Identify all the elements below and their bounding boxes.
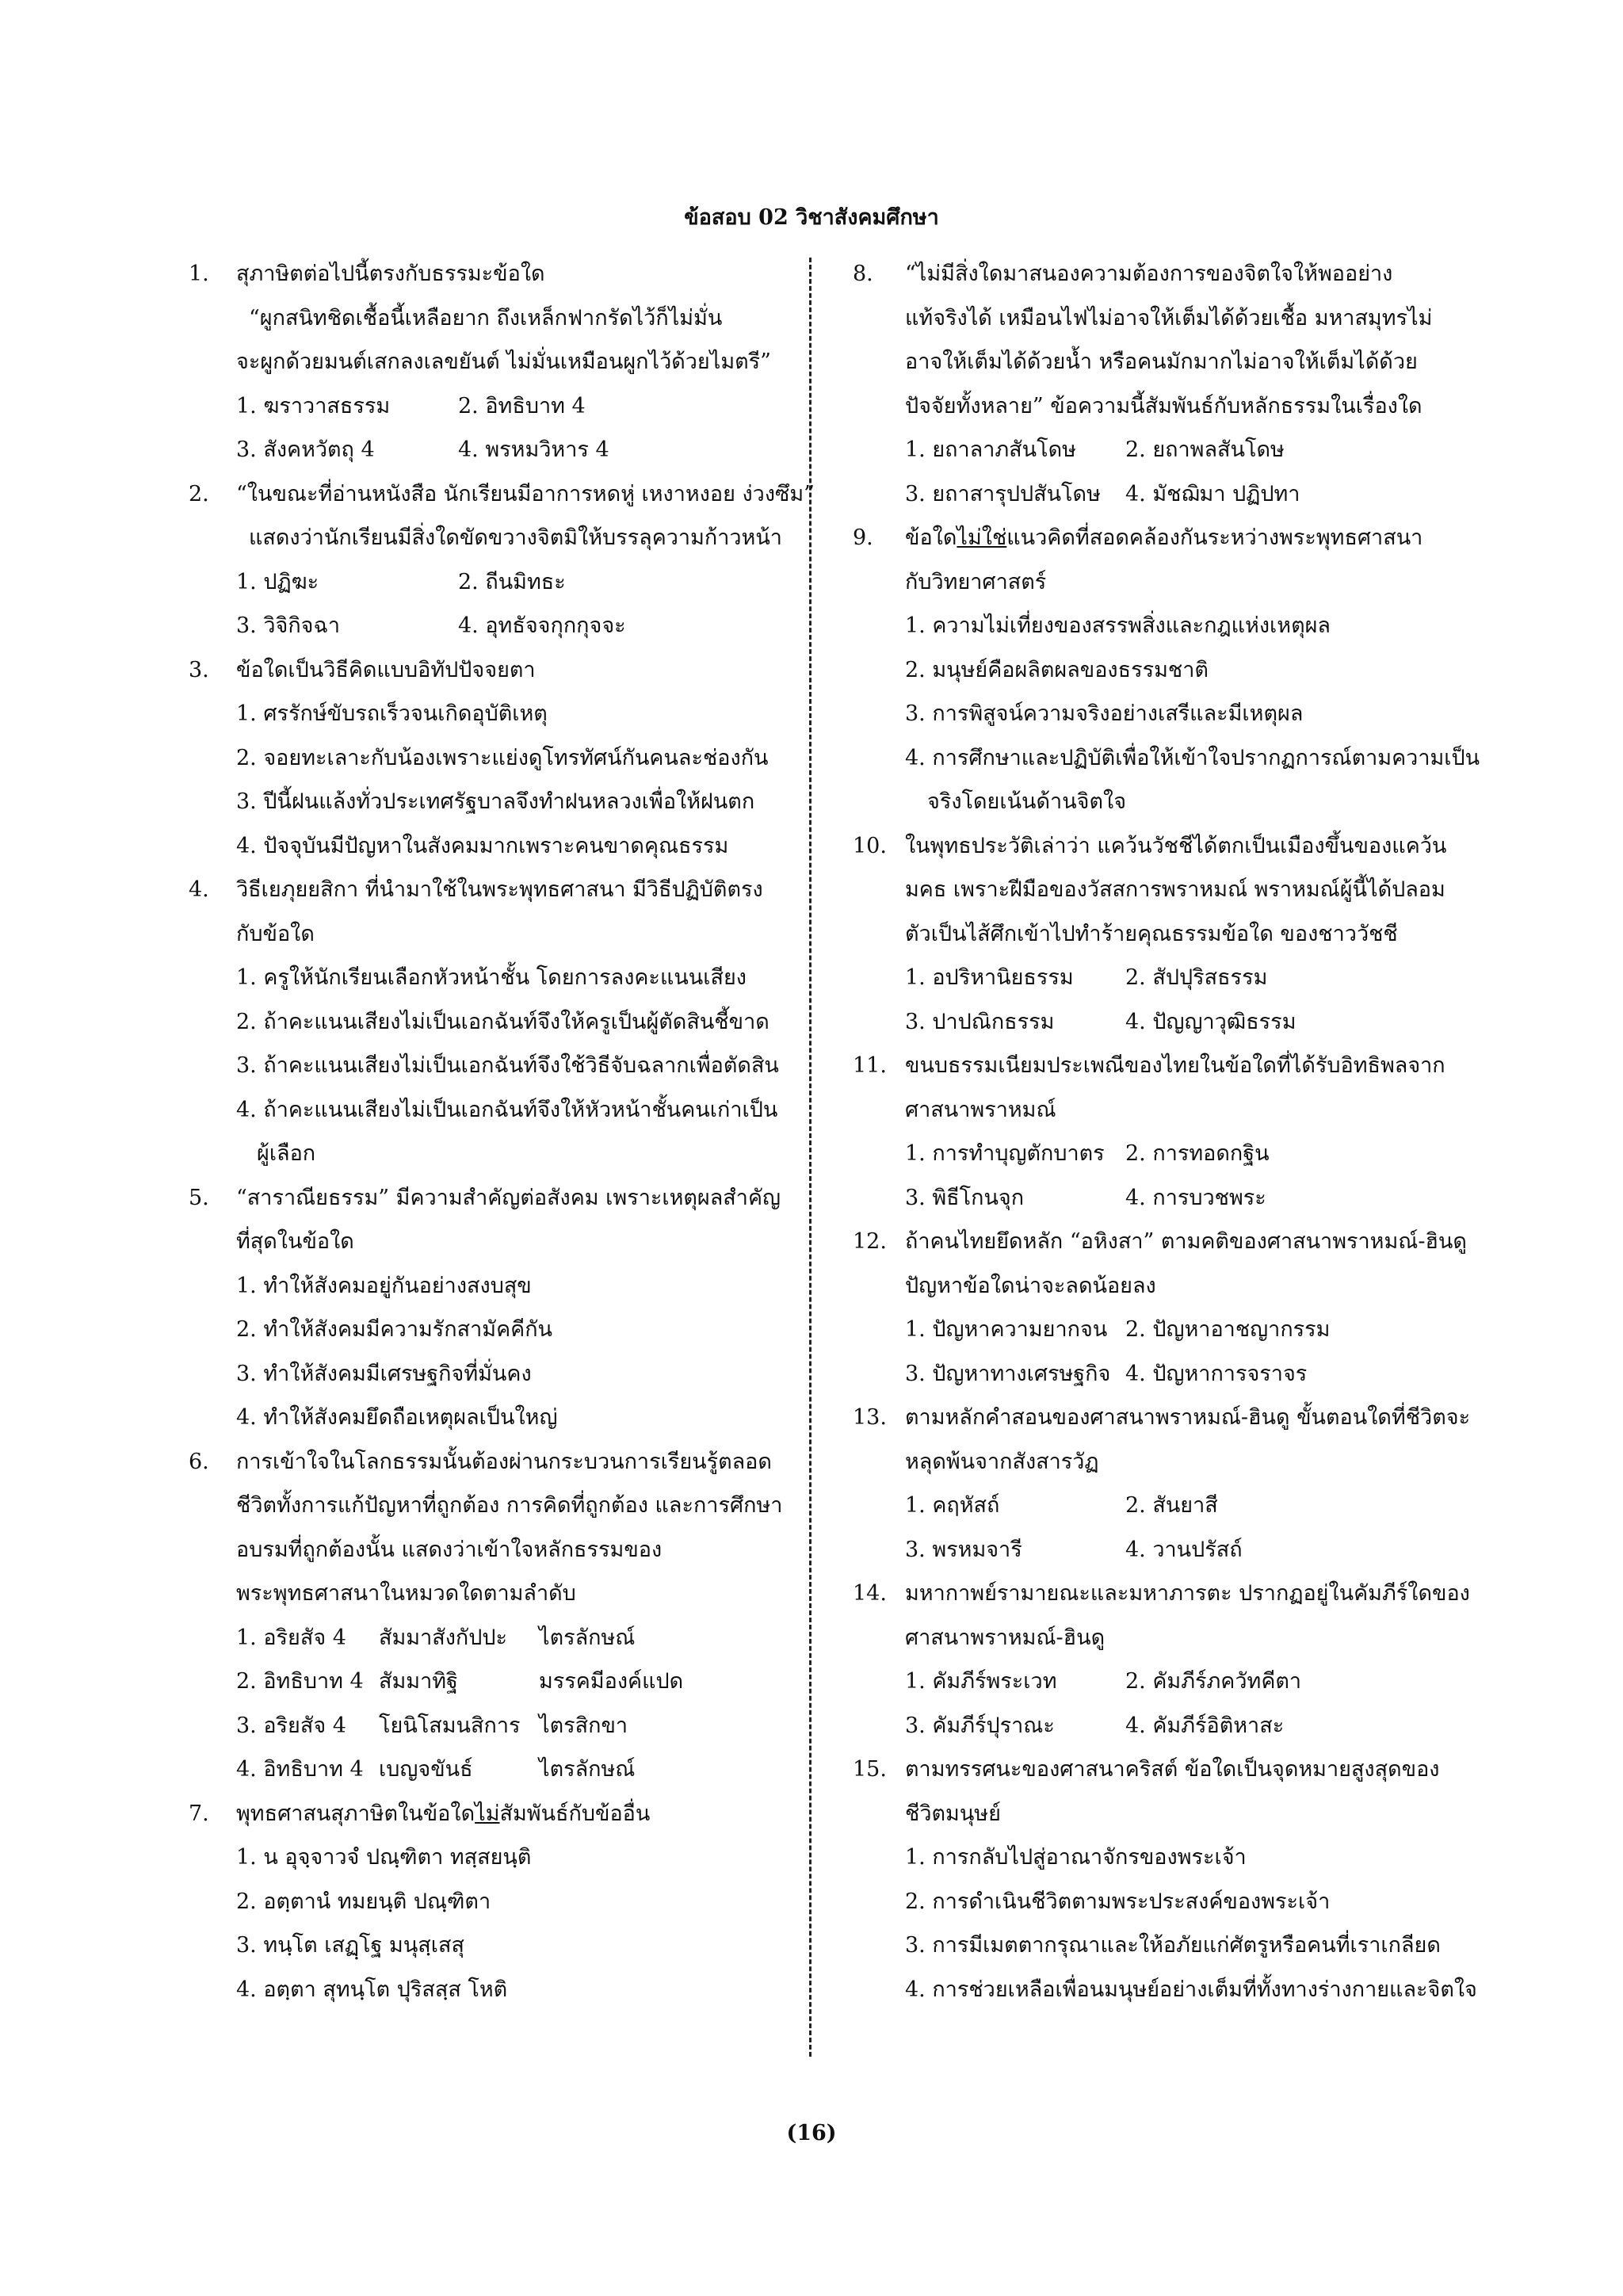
- question-text-cont: พระพุทธศาสนาในหมวดใดตามลำดับ: [236, 1581, 576, 1606]
- choice-3[interactable]: 3. พิธีโกนจุก: [905, 1185, 1025, 1210]
- question-14: [853, 1572, 1470, 1748]
- choice-3[interactable]: 3. วิจิกิจฉา: [236, 613, 341, 638]
- quote-line: จะผูกด้วยมนต์เสกลงเลขยันต์ ไม่มั่นเหมือนผูกไว้ด้วยไมตรี”: [236, 350, 771, 374]
- choice-4[interactable]: 4. ปัญหาการจราจร: [1125, 1361, 1308, 1386]
- choice-4[interactable]: 4. พรหมวิหาร 4: [458, 437, 609, 462]
- question-text: ในพุทธประวัติเล่าว่า แคว้นวัชชีได้ตกเป็นเมืองขึ้นของแคว้น: [905, 833, 1447, 858]
- question-text: ถ้าคนไทยยึดหลัก “อหิงสา” ตามคติของศาสนาพราหมณ์-ฮินดู: [905, 1229, 1467, 1254]
- choice-3[interactable]: [236, 1704, 791, 1748]
- question-text-cont: ชีวิตมนุษย์: [905, 1801, 1001, 1826]
- underlined-word: ไม่ใช่: [957, 525, 1007, 550]
- question-number: 1.: [189, 262, 209, 286]
- page-number: (16): [786, 2121, 837, 2145]
- question-text-cont: หลุดพ้นจากสังสารวัฏ: [905, 1449, 1099, 1474]
- choice-1[interactable]: 1. อปริหานิยธรรม: [905, 965, 1074, 990]
- choice-4-cont: จริงโดยเน้นด้านจิตใจ: [927, 789, 1127, 814]
- choice-4[interactable]: 4. ปัจจุบันมีปัญหาในสังคมมากเพราะคนขาดคุณธรรม: [236, 833, 729, 858]
- choice-4[interactable]: 4. คัมภีร์อิติหาสะ: [1125, 1713, 1285, 1738]
- question-9: [853, 516, 1480, 824]
- choice-label: 2. อิทธิบาท 4: [236, 1669, 364, 1694]
- question-text-cont: ชีวิตทั้งการแก้ปัญหาที่ถูกต้อง การคิดที่ถูกต้อง และการศึกษา: [236, 1493, 783, 1518]
- question-text-part: แนวคิดที่สอดคล้องกันระหว่างพระพุทธศาสนา: [1006, 525, 1423, 550]
- question-text: [905, 525, 1423, 550]
- question-text-cont: มคธ เพราะฝีมือของวัสสการพราหมณ์ พราหมณ์ผู้นี้ได้ปลอม: [905, 877, 1445, 902]
- question-text-part: ข้อใด: [905, 525, 957, 550]
- choice-1[interactable]: 1. ฆราวาสธรรม: [236, 393, 391, 418]
- choice-4-cont: ผู้เลือก: [257, 1141, 316, 1166]
- column-divider: [809, 258, 812, 2057]
- choice-2[interactable]: 2. อตฺตานํ ทมยนฺติ ปณฺฑิตา: [236, 1889, 491, 1914]
- choice-part: สัมมาทิฐิ: [379, 1669, 458, 1694]
- choice-4[interactable]: 4. ทำให้สังคมยึดถือเหตุผลเป็นใหญ่: [236, 1405, 558, 1430]
- choice-part: ไตรลักษณ์: [539, 1625, 636, 1650]
- choice-2[interactable]: 2. ทำให้สังคมมีความรักสามัคคีกัน: [236, 1317, 553, 1342]
- question-text-cont: อาจให้เต็มได้ด้วยน้ำ หรือคนมักมากไม่อาจให้เต็มได้ด้วย: [905, 350, 1418, 374]
- question-number: 8.: [853, 262, 873, 286]
- choice-1[interactable]: 1. คัมภีร์พระเวท: [905, 1669, 1057, 1694]
- question-text: ตามทรรศนะของศาสนาคริสต์ ข้อใดเป็นจุดหมายสูงสุดของ: [905, 1757, 1440, 1782]
- choice-3[interactable]: 3. ทำให้สังคมมีเศรษฐกิจที่มั่นคง: [236, 1361, 532, 1386]
- quote-line: “ผูกสนิทชิดเชื้อนี้เหลือยาก ถึงเหล็กฟากรัดไว้ก็ไม่มั่น: [249, 305, 723, 330]
- choice-part: เบญจขันธ์: [379, 1757, 473, 1782]
- choice-1[interactable]: 1. ความไม่เที่ยงของสรรพสิ่งและกฎแห่งเหตุผล: [905, 613, 1331, 638]
- question-text-cont: ศาสนาพราหมณ์: [905, 1097, 1056, 1122]
- choice-part: ไตรสิกขา: [539, 1713, 628, 1738]
- choice-4[interactable]: 4. การศึกษาและปฏิบัติเพื่อให้เข้าใจปรากฏการณ์ตามความเป็น: [905, 745, 1480, 770]
- exam-title: ข้อสอบ 02 วิชาสังคมศึกษา: [684, 205, 939, 230]
- choice-part: มรรคมีองค์แปด: [539, 1669, 684, 1694]
- choice-1[interactable]: 1. การทำบุญตักบาตร: [905, 1141, 1105, 1166]
- question-text: มหากาพย์รามายณะและมหาภารตะ ปรากฏอยู่ในคัมภีร์ใดของ: [905, 1581, 1470, 1606]
- choice-1[interactable]: 1. ศรรักษ์ขับรถเร็วจนเกิดอุบัติเหตุ: [236, 701, 548, 726]
- question-6: [189, 1440, 791, 1792]
- question-number: 6.: [189, 1449, 209, 1474]
- choice-2[interactable]: 2. คัมภีร์ภควัทคีตา: [1125, 1669, 1302, 1694]
- choice-4[interactable]: 4. การบวชพระ: [1125, 1185, 1266, 1210]
- choice-3[interactable]: 3. ถ้าคะแนนเสียงไม่เป็นเอกฉันท์จึงใช้วิธีจับฉลากเพื่อตัดสิน: [236, 1053, 779, 1078]
- question-number: 4.: [189, 877, 209, 902]
- question-number: 13.: [853, 1405, 887, 1430]
- question-8: [853, 252, 1460, 516]
- question-text-part: พุทธศาสนสุภาษิตในข้อใด: [236, 1801, 475, 1826]
- question-text: ขนบธรรมเนียมประเพณีของไทยในข้อใดที่ได้รับอิทธิพลจาก: [905, 1053, 1445, 1078]
- question-text: “สาราณียธรรม” มีความสำคัญต่อสังคม เพราะเหตุผลสำคัญ: [236, 1185, 781, 1210]
- choice-4[interactable]: 4. อุทธัจจกุกกุจจะ: [458, 613, 626, 638]
- question-text-cont: อบรมที่ถูกต้องนั้น แสดงว่าเข้าใจหลักธรรมของ: [236, 1537, 663, 1562]
- choice-2[interactable]: 2. สัปปุริสธรรม: [1125, 965, 1268, 990]
- choice-2[interactable]: [236, 1660, 791, 1704]
- choice-3[interactable]: 3. การพิสูจน์ความจริงอย่างเสรีและมีเหตุผล: [905, 701, 1304, 726]
- question-text: วิธีเยภุยยสิกา ที่นำมาใช้ในพระพุทธศาสนา มีวิธีปฏิบัติตรง: [236, 877, 763, 902]
- question-number: 11.: [853, 1053, 887, 1078]
- question-text: ข้อใดเป็นวิธีคิดแบบอิทัปปัจจยตา: [236, 657, 536, 682]
- choice-3[interactable]: 3. ปัญหาทางเศรษฐกิจ: [905, 1361, 1111, 1386]
- question-3: [189, 648, 791, 869]
- choice-label: 4. อิทธิบาท 4: [236, 1757, 364, 1782]
- choice-1[interactable]: 1. คฤหัสถ์: [905, 1493, 1000, 1518]
- choice-4[interactable]: 4. อตฺตา สุทนฺโต ปุริสสฺส โหติ: [236, 1977, 508, 2002]
- choice-2[interactable]: 2. จอยทะเลาะกับน้องเพราะแย่งดูโทรทัศน์กันคนละช่องกัน: [236, 745, 769, 770]
- question-7: [189, 1792, 791, 2012]
- choice-part: สัมมาสังกัปปะ: [379, 1625, 508, 1650]
- choice-1[interactable]: 1. น อุจฺจาวจํ ปณฺฑิตา ทสฺสยนฺติ: [236, 1845, 532, 1870]
- choice-1[interactable]: 1. ทำให้สังคมอยู่กันอย่างสงบสุข: [236, 1273, 532, 1298]
- choice-label: 1. อริยสัจ 4: [236, 1625, 346, 1650]
- question-text: สุภาษิตต่อไปนี้ตรงกับธรรมะข้อใด: [236, 262, 545, 286]
- choice-3[interactable]: 3. สังคหวัตถุ 4: [236, 437, 375, 462]
- choice-1[interactable]: 1. ปัญหาความยากจน: [905, 1317, 1108, 1342]
- question-number: 7.: [189, 1801, 209, 1826]
- choice-2[interactable]: 2. ยถาพลสันโดษ: [1125, 437, 1285, 462]
- question-text: “ในขณะที่อ่านหนังสือ นักเรียนมีอาการหดหู่ เหงาหงอย ง่วงซึม”: [236, 481, 815, 506]
- choice-1[interactable]: 1. การกลับไปสู่อาณาจักรของพระเจ้า: [905, 1845, 1247, 1870]
- choice-part: โยนิโสมนสิการ: [379, 1713, 521, 1738]
- choice-1[interactable]: 1. ยถาลาภสันโดษ: [905, 437, 1076, 462]
- question-number: 5.: [189, 1185, 209, 1210]
- choice-3[interactable]: 3. ปาปณิกธรรม: [905, 1009, 1055, 1034]
- choice-3[interactable]: 3. ยถาสารุปปสันโดษ: [905, 481, 1101, 506]
- question-number: 15.: [853, 1757, 887, 1782]
- choice-1[interactable]: [236, 1616, 791, 1660]
- question-text-cont: ปัญหาข้อใดน่าจะลดน้อยลง: [905, 1273, 1156, 1298]
- choice-3[interactable]: 3. คัมภีร์ปุราณะ: [905, 1713, 1055, 1738]
- choice-4[interactable]: [236, 1748, 791, 1792]
- choice-part: ไตรลักษณ์: [539, 1757, 636, 1782]
- question-number: 3.: [189, 657, 209, 682]
- choice-4[interactable]: 4. มัชฌิมา ปฏิปทา: [1125, 481, 1300, 506]
- choice-3[interactable]: 3. ทนฺโต เสฏฺโฐ มนุสฺเสสุ: [236, 1933, 464, 1958]
- question-number: 10.: [853, 833, 887, 858]
- question-number: 9.: [853, 525, 873, 550]
- choice-1[interactable]: 1. ครูให้นักเรียนเลือกหัวหน้าชั้น โดยการลงคะแนนเสียง: [236, 965, 747, 990]
- question-1: [189, 252, 791, 472]
- question-text: การเข้าใจในโลกธรรมนั้นต้องผ่านกระบวนการเรียนรู้ตลอด: [236, 1449, 772, 1474]
- choice-2[interactable]: 2. ถ้าคะแนนเสียงไม่เป็นเอกฉันท์จึงให้ครูเป็นผู้ตัดสินชี้ขาด: [236, 1009, 769, 1034]
- question-text-cont: กับข้อใด: [236, 921, 315, 946]
- question-5: [189, 1176, 791, 1440]
- left-column: [189, 252, 815, 2011]
- choice-2[interactable]: 2. การทอดกฐิน: [1125, 1141, 1270, 1166]
- question-number: 12.: [853, 1229, 887, 1254]
- choice-2[interactable]: 2. อิทธิบาท 4: [458, 393, 586, 418]
- question-13: [853, 1396, 1471, 1572]
- choice-1[interactable]: 1. ปฏิฆะ: [236, 569, 319, 594]
- question-text: ตามหลักคำสอนของศาสนาพราหมณ์-ฮินดู ขั้นตอนใดที่ชีวิตจะ: [905, 1405, 1471, 1430]
- question-text: [236, 1801, 650, 1826]
- question-text-cont: แท้จริงได้ เหมือนไฟไม่อาจให้เต็มได้ด้วยเชื้อ มหาสมุทรไม่: [905, 305, 1433, 330]
- right-column: [853, 252, 1480, 2011]
- choice-4[interactable]: 4. ปัญญาวุฒิธรรม: [1125, 1009, 1296, 1034]
- question-number: 14.: [853, 1581, 887, 1606]
- underlined-word: ไม่: [475, 1801, 500, 1826]
- choice-2[interactable]: 2. มนุษย์คือผลิตผลของธรรมชาติ: [905, 657, 1209, 682]
- choice-3[interactable]: 3. การมีเมตตากรุณาและให้อภัยแก่ศัตรูหรือคนที่เราเกลียด: [905, 1933, 1441, 1958]
- choice-3[interactable]: 3. ปีนี้ฝนแล้งทั่วประเทศรัฐบาลจึงทำฝนหลวงเพื่อให้ฝนตก: [236, 789, 755, 814]
- question-text-cont: แสดงว่านักเรียนมีสิ่งใดขัดขวางจิตมิให้บรรลุความก้าวหน้า: [249, 525, 782, 550]
- choice-2[interactable]: 2. ปัญหาอาชญากรรม: [1125, 1317, 1331, 1342]
- question-11: [853, 1044, 1460, 1220]
- question-text: “ไม่มีสิ่งใดมาสนองความต้องการของจิตใจให้พออย่าง: [905, 262, 1393, 286]
- choice-2[interactable]: 2. การดำเนินชีวิตตามพระประสงค์ของพระเจ้า: [905, 1889, 1331, 1914]
- choice-2[interactable]: 2. สันยาสี: [1125, 1493, 1218, 1518]
- choice-4[interactable]: 4. วานปรัสถ์: [1125, 1537, 1243, 1562]
- choice-label: 3. อริยสัจ 4: [236, 1713, 346, 1738]
- question-4: [189, 868, 791, 1176]
- choice-4[interactable]: 4. การช่วยเหลือเพื่อนมนุษย์อย่างเต็มที่ทั้งทางร่างกายและจิตใจ: [905, 1977, 1477, 2002]
- question-number: 2.: [189, 481, 209, 506]
- question-text-cont: ปัจจัยทั้งหลาย” ข้อความนี้สัมพันธ์กับหลักธรรมในเรื่องใด: [905, 393, 1423, 418]
- question-text-cont: ศาสนาพราหมณ์-ฮินดู: [905, 1625, 1106, 1650]
- choice-3[interactable]: 3. พรหมจารี: [905, 1537, 1022, 1562]
- question-text-cont: ตัวเป็นไส้ศึกเข้าไปทำร้ายคุณธรรมข้อใด ของชาววัชชี: [905, 921, 1398, 946]
- question-15: [853, 1748, 1477, 2011]
- question-text-cont: กับวิทยาศาสตร์: [905, 569, 1047, 594]
- question-10: [853, 824, 1460, 1045]
- choice-4[interactable]: 4. ถ้าคะแนนเสียงไม่เป็นเอกฉันท์จึงให้หัวหน้าชั้นคนเก่าเป็น: [236, 1097, 778, 1122]
- question-text-cont: ที่สุดในข้อใด: [236, 1229, 354, 1254]
- question-12: [853, 1220, 1467, 1396]
- question-text-part: สัมพันธ์กับข้ออื่น: [499, 1801, 651, 1826]
- question-2: [189, 472, 815, 648]
- choice-2[interactable]: 2. ถีนมิทธะ: [458, 569, 566, 594]
